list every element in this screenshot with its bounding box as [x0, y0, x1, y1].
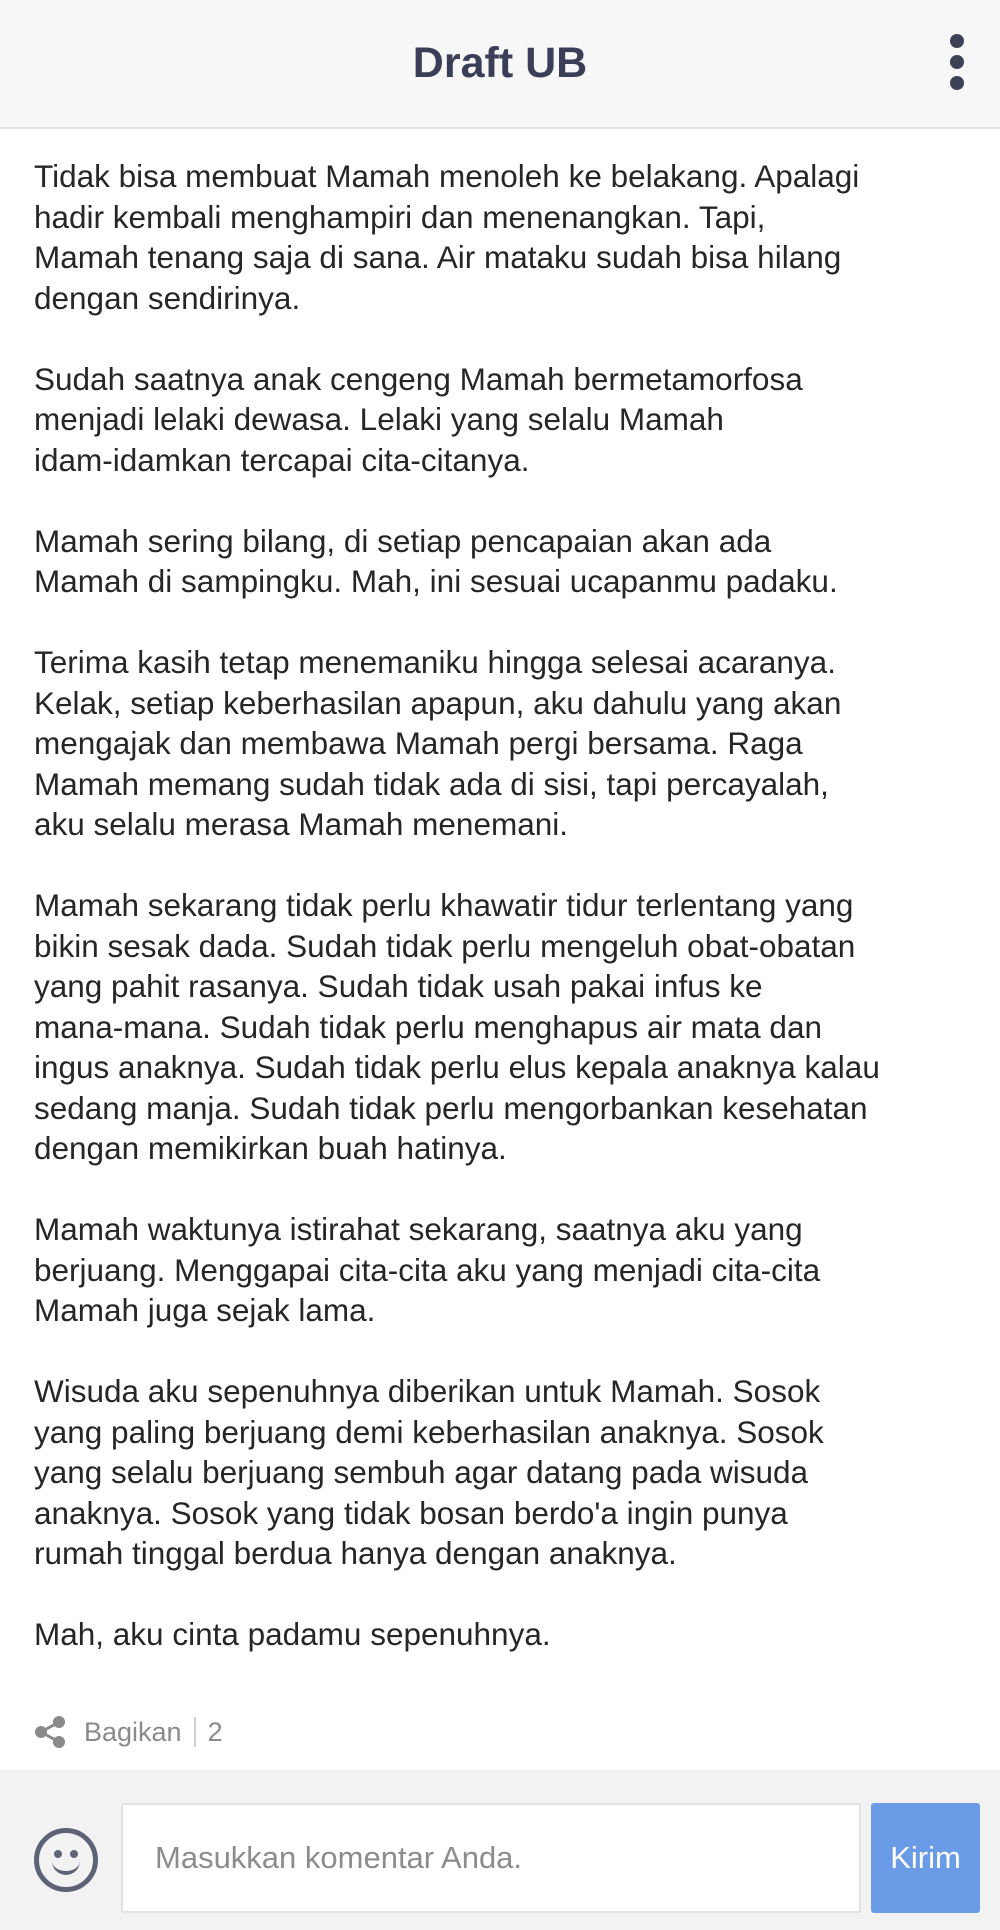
share-divider [194, 1717, 196, 1747]
menu-dot [950, 55, 964, 69]
article-paragraph: Mamah sering bilang, di setiap pencapaian akan ada Mamah di sampingku. Mah, ini sesuai ucapanmu padaku. [34, 522, 838, 599]
share-count: 2 [207, 1716, 223, 1747]
menu-dot [950, 76, 964, 90]
article-body [34, 156, 974, 1655]
article-paragraph: Tidak bisa membuat Mamah menoleh ke belakang. Apalagi hadir kembali menghampiri dan menenangkan. Tapi, Mamah tenang saja di sana. Air mataku sudah bisa hilang dengan sendirinya. [34, 158, 860, 316]
share-row [32, 1712, 223, 1752]
smiley-mouth [52, 1855, 80, 1875]
share-icon[interactable] [32, 1714, 68, 1750]
article-paragraph: Mamah waktunya istirahat sekarang, saatnya aku yang berjuang. Menggapai cita-cita aku yang menjadi cita-cita Mamah juga sejak lama. [34, 1211, 821, 1328]
article-paragraph: Mamah sekarang tidak perlu khawatir tidur terlentang yang bikin sesak dada. Sudah tidak perlu mengeluh obat-obatan yang pahit rasanya. Sudah tidak usah pakai infus ke mana-mana. Sudah tidak perlu menghapus air mata dan ingus anaknya. Sudah tidak perlu elus kepala anaknya kalau sedang manja. Sudah tidak perlu mengorbankan kesehatan dengan memikirkan buah hatinya. [34, 887, 880, 1166]
article-paragraph: Wisuda aku sepenuhnya diberikan untuk Mamah. Sosok yang paling berjuang demi keberhasilan anaknya. Sosok yang selalu berjuang sembuh agar datang pada wisuda anaknya. Sosok yang tidak bosan berdo'a ingin punya rumah tinggal berdua hanya dengan anaknya. [34, 1373, 824, 1571]
send-button[interactable]: Kirim [871, 1803, 980, 1913]
article-paragraph: Terima kasih tetap menemaniku hingga selesai acaranya. Kelak, setiap keberhasilan apapun, aku dahulu yang akan mengajak dan membawa Mamah pergi bersama. Raga Mamah memang sudah tidak ada di sisi, tapi percayalah, aku selalu merasa Mamah menemani. [34, 644, 842, 842]
comment-input[interactable] [121, 1803, 861, 1913]
page-title: Draft UB [412, 39, 588, 87]
article-paragraph: Mah, aku cinta padamu sepenuhnya. [34, 1616, 551, 1652]
share-button-label[interactable]: Bagikan [84, 1716, 182, 1747]
smiley-icon[interactable] [34, 1828, 98, 1892]
menu-dot [950, 34, 964, 48]
more-vertical-icon[interactable] [946, 34, 968, 90]
comment-bar [0, 1770, 1000, 1930]
article-paragraph: Sudah saatnya anak cengeng Mamah bermetamorfosa menjadi lelaki dewasa. Lelaki yang selalu Mamah idam-idamkan tercapai cita-citanya. [34, 360, 803, 478]
top-bar [0, 0, 1000, 129]
